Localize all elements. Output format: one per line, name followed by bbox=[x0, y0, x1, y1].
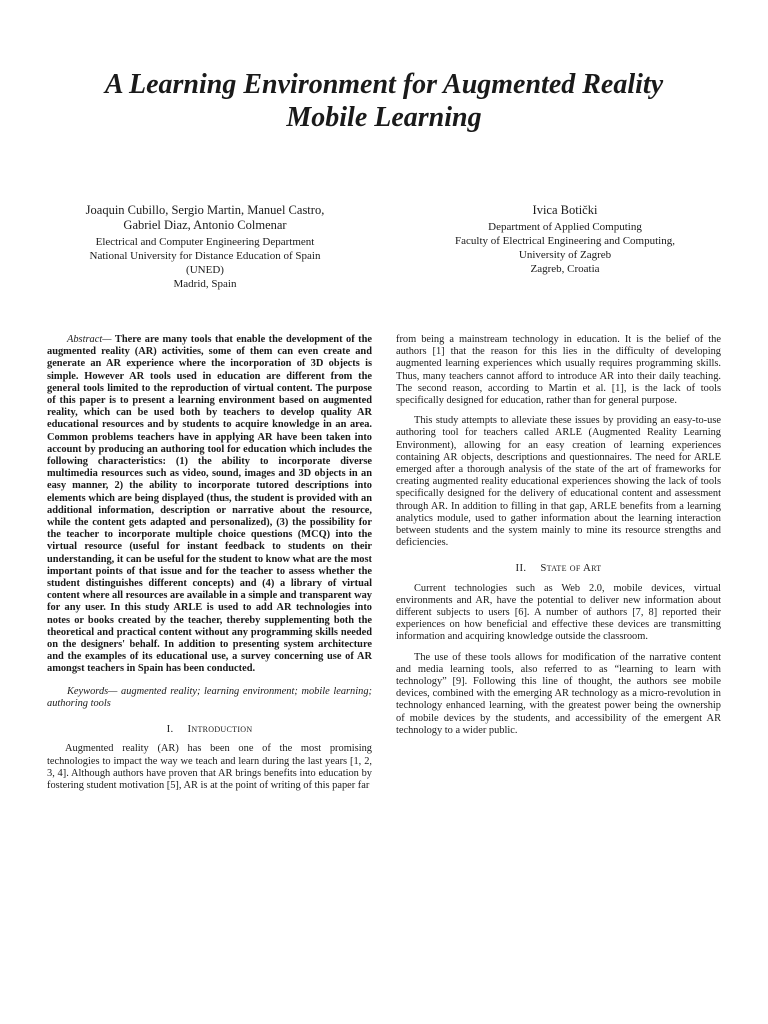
affiliation-line: Department of Applied Computing bbox=[488, 221, 642, 233]
section-heading-state-of-art bbox=[396, 562, 721, 574]
section-number: II. bbox=[515, 562, 527, 575]
left-column bbox=[47, 334, 372, 792]
body-paragraph-continued: from being a mainstream technology in education. It is the belief of the authors [1] that the reason for this lies in the difficulty of developing augmented learning experiences which usually requires programming skills. Thus, many teachers cannot afford to introduce AR into their daily teaching. The second reason, according to Martin et al. [1], is the lack of tools specifically designed for education, rather than for general purpose. bbox=[396, 334, 721, 407]
author-block-zagreb bbox=[420, 203, 710, 276]
paper-title-line-2: Mobile Learning bbox=[286, 102, 482, 133]
section-heading-introduction bbox=[47, 723, 372, 735]
author-names-uned bbox=[55, 203, 355, 233]
affiliation-line: (UNED) bbox=[186, 264, 224, 276]
abstract-lead: Abstract— bbox=[67, 334, 115, 345]
section-number: I. bbox=[166, 723, 174, 736]
author-block-uned bbox=[55, 203, 355, 291]
paper-title-line-1: A Learning Environment for Augmented Reality bbox=[104, 69, 664, 100]
affiliation-line: Faculty of Electrical Engineering and Computing, bbox=[455, 235, 675, 247]
paper-title bbox=[40, 68, 728, 134]
affiliation-line: Zagreb, Croatia bbox=[530, 263, 600, 275]
author-affiliation-zagreb bbox=[420, 220, 710, 276]
body-paragraph-technologies: Current technologies such as Web 2.0, mobile devices, virtual environments and AR, have the potential to deliver new information about different subjects to users [6]. A number of authors [7, 8] reported their experiences on how beneficial and effective these devices are transmitting information and acquiring knowledge outside the classroom. bbox=[396, 582, 721, 643]
affiliation-line: University of Zagreb bbox=[518, 249, 612, 261]
keywords: Keywords— augmented reality; learning environment; mobile learning; authoring tools bbox=[47, 685, 372, 709]
author-names-line-1: Ivica Botički bbox=[532, 203, 598, 217]
section-title: Introduction bbox=[187, 723, 253, 736]
right-column bbox=[396, 334, 721, 737]
affiliation-line: Electrical and Computer Engineering Department bbox=[95, 236, 315, 248]
author-names-zagreb bbox=[420, 203, 710, 218]
body-paragraph-tools: The use of these tools allows for modification of the narrative content and media learning tools, also referred to as “learning to learn with technology” [9]. Following this line of thought, the authors see mobile devices, combined with the emerging AR technology as a micro-revolution in technology enhanced learning, with the greatest power being the ownership of mobile devices by the students, and accessibility of the emergent AR technology to a wider public. bbox=[396, 651, 721, 736]
author-names-line-2: Gabriel Diaz, Antonio Colmenar bbox=[123, 218, 287, 232]
abstract bbox=[47, 334, 372, 676]
affiliation-line: National University for Distance Education of Spain bbox=[89, 250, 321, 262]
intro-paragraph-1: Augmented reality (AR) has been one of the most promising technologies to impact the way we teach and learn during the last years [1, 2, 3, 4]. Although authors have proven that AR brings benefits into education by fostering student motivation [5], AR is at the point of writing of this paper far bbox=[47, 743, 372, 791]
author-affiliation-uned bbox=[55, 235, 355, 291]
author-names-line-1: Joaquin Cubillo, Sergio Martin, Manuel Castro, bbox=[85, 203, 325, 217]
body-paragraph-arle: This study attempts to alleviate these issues by providing an easy-to-use authoring tool for teachers called ARLE (Augmented Reality Learning Environment), allowing for an easy creation of learning experiences containing AR objects, descriptions and questionnaires. The need for ARLE emerged after a thorough analysis of the state of the art of frameworks for creating augmented reality educational experiences showing the lack of tools specifically designed for the delivery of educational content and assessment through AR. In addition to filling in that gap, ARLE benefits from a learning analytics module, used to gather information about the learning interaction between students and the system mainly to mine its resource strengths and deficiencies. bbox=[396, 415, 721, 549]
affiliation-line: Madrid, Spain bbox=[173, 278, 237, 290]
abstract-text: There are many tools that enable the development of the augmented reality (AR) activities, some of them can even create and generate an AR experience where the incorporation of 3D objects is simple. However AR tools used in education are different from the general tools limited to the reproduction of virtual content. The purpose of this paper is to present a learning environment based on augmented reality, which can be used both by teachers to develop quality AR educational resources and by students to acquire knowledge in an area. Common problems teachers have in applying AR have been taken into account by producing an authoring tool for education which includes the following characteristics: (1) the ability to incorporate diverse multimedia resources such as video, sound, images and 3D objects in an easy manner, 2) the ability to incorporate tutored descriptions into elements which are being displayed (thus, the student is provided with an additional information, description or narrative about the resource, while the content gets adapted and personalized), (3) the possibility for the teacher to incorporate multiple choice questions (MCQ) into the virtual resource (useful for instant feedback to students on their understanding, it can be useful for the student to know what are the most important points of that issue and for the teacher to assess whether the student distinguishes different concepts) and (4) a library of virtual content where all resources are available in a simple and transparent way for any user. In this study ARLE is used to add AR technologies into notes or books created by the teacher, thereby supplementing both the theoretical and practical content without any programming skills needed on the designers' behalf. In addition to presenting system architecture and the examples of its educational use, a survey concerning use of AR amongst teachers in Spain has been conducted. bbox=[47, 334, 372, 675]
section-title: State of Art bbox=[540, 562, 602, 575]
